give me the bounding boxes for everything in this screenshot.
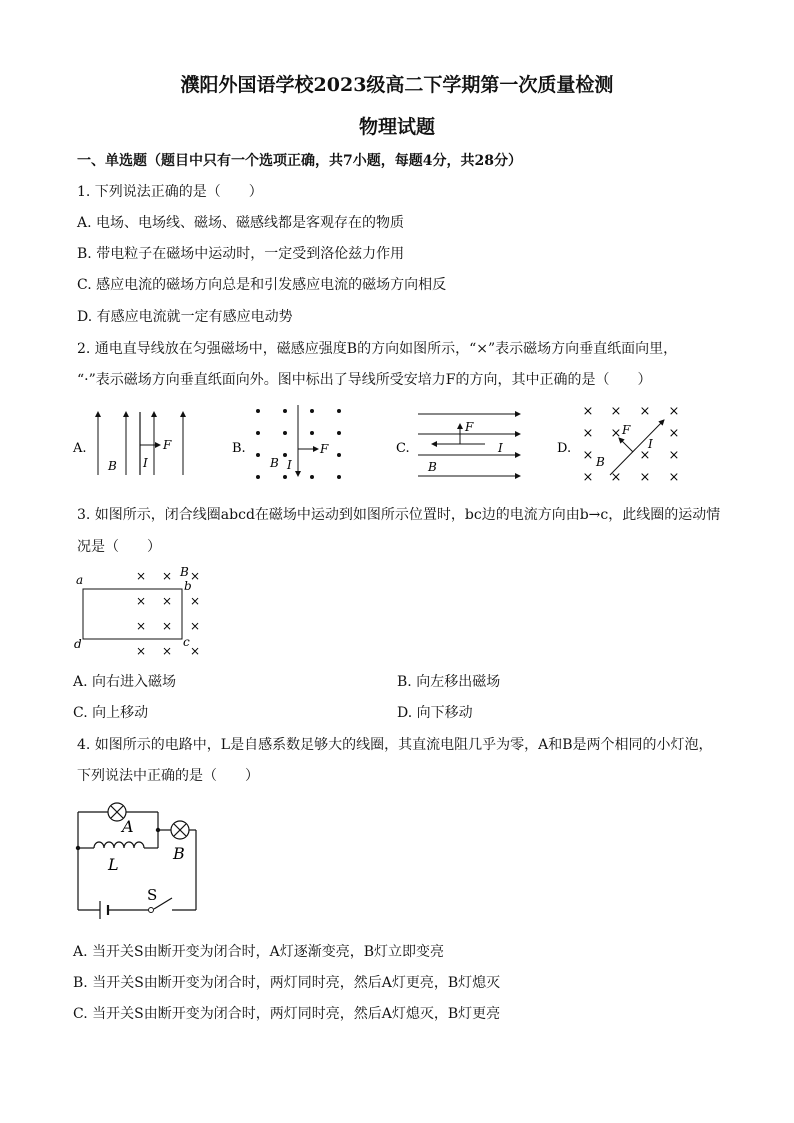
- svg-text:×: ×: [639, 448, 651, 463]
- q2c-f-label: F: [465, 420, 474, 434]
- q2-stem-line2: “·”表示磁场方向垂直纸面向外。图中标出了导线所受安培力F的方向，其中正确的是（ ）: [77, 372, 652, 388]
- svg-text:×: ×: [135, 644, 147, 658]
- svg-text:×: ×: [610, 470, 622, 485]
- q1-option-b: B. 带电粒子在磁场中运动时，一定受到洛伦兹力作用: [77, 246, 405, 262]
- q3-figure: [0, 562, 794, 662]
- q2b-b-label: B: [270, 456, 279, 470]
- q3-corner-c: c: [183, 635, 190, 649]
- q1-stem: 1. 下列说法正确的是（ ）: [77, 184, 263, 200]
- q2d-f-label: F: [622, 423, 631, 437]
- svg-text:×: ×: [189, 569, 201, 583]
- svg-text:×: ×: [135, 619, 147, 633]
- q2-figure-label-c: C.: [396, 441, 410, 456]
- svg-text:×: ×: [161, 569, 173, 583]
- q3-stem-line2: 况是（ ）: [77, 539, 161, 555]
- svg-text:×: ×: [668, 448, 680, 463]
- q3-corner-a: a: [76, 573, 84, 587]
- q2d-i-label: I: [648, 437, 653, 451]
- q2a-b-label: B: [108, 459, 117, 473]
- q2d-b-label: B: [596, 455, 605, 469]
- svg-text:×: ×: [161, 594, 173, 608]
- q1-option-c: C. 感应电流的磁场方向总是和引发感应电流的磁场方向相反: [77, 277, 447, 293]
- q3-corner-b: b: [184, 579, 192, 593]
- svg-text:×: ×: [161, 619, 173, 633]
- svg-text:×: ×: [135, 569, 147, 583]
- q3-option-b: B. 向左移出磁场: [397, 674, 501, 690]
- q2c-b-label: B: [428, 460, 437, 474]
- q2-stem-line1: 2. 通电直导线放在匀强磁场中，磁感应强度B的方向如图所示，“×”表示磁场方向垂直纸面向里，: [77, 341, 678, 357]
- svg-text:×: ×: [639, 470, 651, 485]
- q4-option-a: A. 当开关S由断开变为闭合时，A灯逐渐变亮，B灯立即变亮: [73, 944, 444, 960]
- q3-corner-d: d: [74, 637, 82, 651]
- svg-text:×: ×: [189, 619, 201, 633]
- q2b-i-label: I: [287, 458, 292, 472]
- q4-switch-label: S: [147, 886, 158, 904]
- q2c-i-label: I: [498, 441, 503, 455]
- svg-text:×: ×: [582, 448, 594, 463]
- q2-figure-label-d: D.: [557, 441, 572, 456]
- svg-text:×: ×: [639, 404, 651, 419]
- q2-figure-label-a: A.: [73, 441, 87, 456]
- q4-stem-line1: 4. 如图所示的电路中，L是自感系数足够大的线圈，其直流电阻几乎为零，A和B是两个相同的小灯泡，: [77, 737, 713, 753]
- svg-text:×: ×: [668, 426, 680, 441]
- svg-text:×: ×: [668, 404, 680, 419]
- q1-option-a: A. 电场、电场线、磁场、磁感线都是客观存在的物质: [77, 215, 405, 231]
- svg-text:×: ×: [189, 594, 201, 608]
- q3-field-b: B: [180, 565, 189, 579]
- q4-lamp-a-label: A: [122, 817, 134, 836]
- q2-figure-label-b: B.: [232, 441, 246, 456]
- q4-lamp-b-label: B: [173, 844, 185, 863]
- svg-text:×: ×: [582, 426, 594, 441]
- svg-text:×: ×: [161, 644, 173, 658]
- q4-circuit-figure: [0, 795, 794, 920]
- svg-text:×: ×: [582, 404, 594, 419]
- q4-option-b: B. 当开关S由断开变为闭合时，两灯同时亮，然后A灯更亮，B灯熄灭: [73, 975, 501, 991]
- q2a-i-label: I: [143, 456, 148, 470]
- q4-option-c: C. 当开关S由断开变为闭合时，两灯同时亮，然后A灯熄灭，B灯更亮: [73, 1006, 501, 1022]
- q3-option-a: A. 向右进入磁场: [73, 674, 177, 690]
- q3-option-c: C. 向上移动: [73, 705, 149, 721]
- svg-text:×: ×: [189, 644, 201, 658]
- svg-text:×: ×: [135, 594, 147, 608]
- q1-option-d: D. 有感应电流就一定有感应电动势: [77, 309, 293, 325]
- svg-text:×: ×: [668, 470, 680, 485]
- q4-stem-line2: 下列说法中正确的是（ ）: [77, 768, 259, 784]
- section-heading: 一、单选题（题目中只有一个选项正确，共7小题，每题4分，共28分）: [77, 153, 522, 169]
- exam-subject: 物理试题: [358, 116, 435, 138]
- q2a-f-label: F: [163, 438, 172, 452]
- exam-title: 濮阳外国语学校2023级高二下学期第一次质量检测: [180, 74, 614, 96]
- q3-option-d: D. 向下移动: [397, 705, 473, 721]
- svg-text:×: ×: [610, 404, 622, 419]
- q3-stem-line1: 3. 如图所示，闭合线圈abcd在磁场中运动到如图所示位置时，bc边的电流方向由b→c，此线圈的运动情: [77, 507, 721, 523]
- svg-text:×: ×: [610, 426, 622, 441]
- q2b-f-label: F: [320, 442, 329, 456]
- q2-figure: [0, 395, 794, 485]
- svg-text:×: ×: [582, 470, 594, 485]
- q4-inductor-label: L: [108, 855, 119, 874]
